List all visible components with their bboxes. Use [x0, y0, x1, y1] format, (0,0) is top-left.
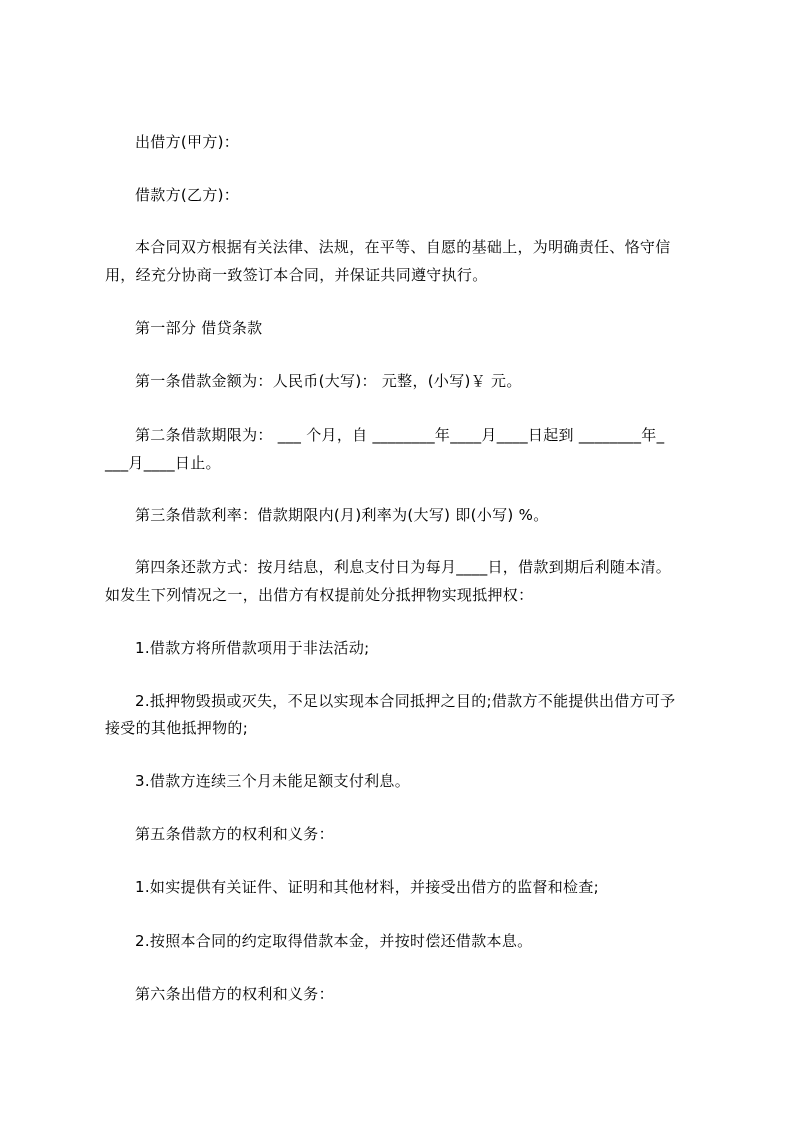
article-4-item-1: 1.借款方将所借款项用于非法活动;	[135, 639, 370, 657]
article-4-item-2-line-1: 2.抵押物毁损或灭失，不足以实现本合同抵押之目的;借款方不能提供出借方可予	[135, 692, 676, 710]
preamble-line-1: 本合同双方根据有关法律、法规，在平等、自愿的基础上，为明确责任、恪守信	[135, 238, 671, 256]
lender-line: 出借方(甲方)：	[135, 133, 240, 151]
article-5-item-1: 1.如实提供有关证件、证明和其他材料，并接受出借方的监督和检查;	[135, 878, 599, 896]
article-4-line-1: 第四条还款方式：按月结息，利息支付日为每月____日，借款到期后利随本清。	[135, 558, 672, 576]
article-1: 第一条借款金额为：人民币(大写)： 元整，(小写)￥ 元。	[135, 372, 522, 390]
article-4-line-2: 如发生下列情况之一，出借方有权提前处分抵押物实现抵押权：	[105, 586, 534, 604]
article-6: 第六条出借方的权利和义务：	[135, 985, 334, 1003]
article-5: 第五条借款方的权利和义务：	[135, 825, 334, 843]
article-4-item-2-line-2: 接受的其他抵押物的;	[105, 719, 249, 737]
part1-title: 第一部分 借贷条款	[135, 319, 263, 337]
article-2-line-1: 第二条借款期限为： ___ 个月，自 ________年____月____日起到 ________年_	[135, 426, 665, 444]
preamble-line-2: 用，经充分协商一致签订本合同，并保证共同遵守执行。	[105, 266, 488, 284]
article-4-item-3: 3.借款方连续三个月未能足额支付利息。	[135, 772, 411, 790]
borrower-line: 借款方(乙方)：	[135, 186, 240, 204]
article-3: 第三条借款利率：借款期限内(月)利率为(大写) 即(小写) %。	[135, 506, 549, 524]
article-2-line-2: ___月____日止。	[105, 454, 221, 472]
article-5-item-2: 2.按照本合同的约定取得借款本金，并按时偿还借款本息。	[135, 932, 533, 950]
